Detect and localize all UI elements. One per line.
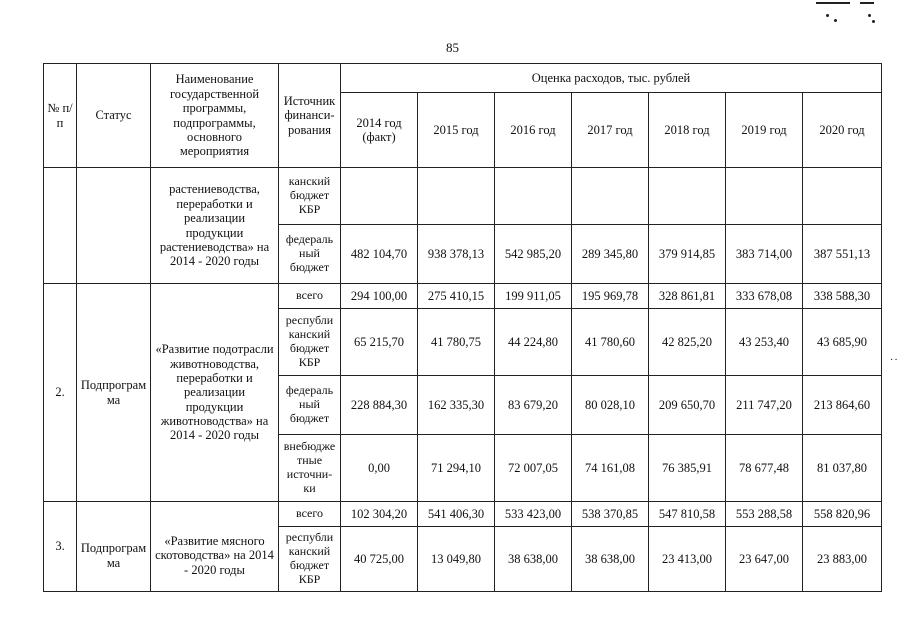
cell-value: 289 345,80 <box>572 225 649 284</box>
header-year: 2014 год (факт) <box>341 93 418 168</box>
scan-side-dots: ·· <box>890 355 899 366</box>
cell-value: 83 679,20 <box>495 376 572 435</box>
cell-program-name: растениеводства, переработки и реализации продукции растениеводства» на 2014 - 2020 годы <box>151 168 279 284</box>
header-year: 2016 год <box>495 93 572 168</box>
cell-value: 547 810,58 <box>649 502 726 527</box>
cell-value: 78 677,48 <box>726 435 803 502</box>
scan-corner-marks <box>810 0 890 30</box>
cell-value: 72 007,05 <box>495 435 572 502</box>
cell-value: 41 780,75 <box>418 309 495 376</box>
cell-value: 209 650,70 <box>649 376 726 435</box>
header-year: 2018 год <box>649 93 726 168</box>
table-row <box>44 502 882 527</box>
cell-value: 338 588,30 <box>803 284 882 309</box>
scan-mark <box>860 2 874 4</box>
cell-value: 333 678,08 <box>726 284 803 309</box>
cell-value <box>726 168 803 225</box>
scan-mark <box>872 20 875 23</box>
cell-value: 482 104,70 <box>341 225 418 284</box>
header-status: Статус <box>77 64 151 168</box>
cell-value: 74 161,08 <box>572 435 649 502</box>
cell-value: 538 370,85 <box>572 502 649 527</box>
cell-value: 383 714,00 <box>726 225 803 284</box>
header-year: 2015 год <box>418 93 495 168</box>
cell-value: 13 049,80 <box>418 527 495 592</box>
scan-mark <box>834 19 837 22</box>
cell-value: 43 253,40 <box>726 309 803 376</box>
cell-value: 275 410,15 <box>418 284 495 309</box>
cell-value: 38 638,00 <box>572 527 649 592</box>
cell-value: 199 911,05 <box>495 284 572 309</box>
cell-value: 162 335,30 <box>418 376 495 435</box>
scan-mark <box>826 14 829 17</box>
scan-mark <box>816 2 850 4</box>
cell-value: 533 423,00 <box>495 502 572 527</box>
cell-value: 379 914,85 <box>649 225 726 284</box>
cell-value: 41 780,60 <box>572 309 649 376</box>
header-year: 2019 год <box>726 93 803 168</box>
cell-status <box>77 168 151 284</box>
cell-source: федераль ный бюджет <box>279 376 341 435</box>
table-row <box>44 284 882 309</box>
cell-num <box>44 168 77 284</box>
cell-value: 80 028,10 <box>572 376 649 435</box>
cell-value: 102 304,20 <box>341 502 418 527</box>
cell-value: 71 294,10 <box>418 435 495 502</box>
cell-value <box>341 168 418 225</box>
cell-value: 81 037,80 <box>803 435 882 502</box>
header-name: Наименование государственной программы, подпрограммы, основного мероприятия <box>151 64 279 168</box>
cell-program-name: «Развитие подотрасли животноводства, переработки и реализации продукции животноводства» на 2014 - 2020 годы <box>151 284 279 502</box>
cell-source: федераль ный бюджет <box>279 225 341 284</box>
cell-value: 76 385,91 <box>649 435 726 502</box>
header-estimate: Оценка расходов, тыс. рублей <box>341 64 882 93</box>
cell-value: 195 969,78 <box>572 284 649 309</box>
cell-value: 541 406,30 <box>418 502 495 527</box>
cell-value: 44 224,80 <box>495 309 572 376</box>
cell-value: 553 288,58 <box>726 502 803 527</box>
cell-value <box>418 168 495 225</box>
cell-value: 43 685,90 <box>803 309 882 376</box>
cell-value: 213 864,60 <box>803 376 882 435</box>
cell-value: 228 884,30 <box>341 376 418 435</box>
cell-value: 40 725,00 <box>341 527 418 592</box>
cell-value <box>572 168 649 225</box>
cell-source: республи канский бюджет КБР <box>279 309 341 376</box>
cell-value: 328 861,81 <box>649 284 726 309</box>
cell-value: 938 378,13 <box>418 225 495 284</box>
cell-value: 542 985,20 <box>495 225 572 284</box>
header-year: 2020 год <box>803 93 882 168</box>
cell-program-name: «Развитие мясного скотоводства» на 2014 - 2020 годы <box>151 502 279 592</box>
expenses-table <box>43 63 882 592</box>
cell-value: 558 820,96 <box>803 502 882 527</box>
header-num: № п/п <box>44 64 77 168</box>
cell-value: 23 647,00 <box>726 527 803 592</box>
cell-value: 211 747,20 <box>726 376 803 435</box>
cell-num: 3. <box>44 502 77 592</box>
cell-value <box>803 168 882 225</box>
header-year: 2017 год <box>572 93 649 168</box>
cell-value: 42 825,20 <box>649 309 726 376</box>
cell-source: всего <box>279 284 341 309</box>
cell-status: Подпрограм ма <box>77 502 151 592</box>
cell-num: 2. <box>44 284 77 502</box>
table-row <box>44 168 882 225</box>
page-number: 85 <box>446 40 459 55</box>
cell-value: 23 413,00 <box>649 527 726 592</box>
header-source: Источник финанси-рования <box>279 64 341 168</box>
cell-value: 38 638,00 <box>495 527 572 592</box>
cell-value: 294 100,00 <box>341 284 418 309</box>
cell-status: Подпрограм ма <box>77 284 151 502</box>
cell-source: республи канский бюджет КБР <box>279 527 341 592</box>
cell-value: 65 215,70 <box>341 309 418 376</box>
header-row <box>44 64 882 93</box>
cell-value: 0,00 <box>341 435 418 502</box>
scan-mark <box>868 14 871 17</box>
cell-source: канский бюджет КБР <box>279 168 341 225</box>
cell-value: 23 883,00 <box>803 527 882 592</box>
cell-source: внебюдже тные источни-ки <box>279 435 341 502</box>
cell-value: 387 551,13 <box>803 225 882 284</box>
cell-source: всего <box>279 502 341 527</box>
cell-value <box>495 168 572 225</box>
cell-value <box>649 168 726 225</box>
